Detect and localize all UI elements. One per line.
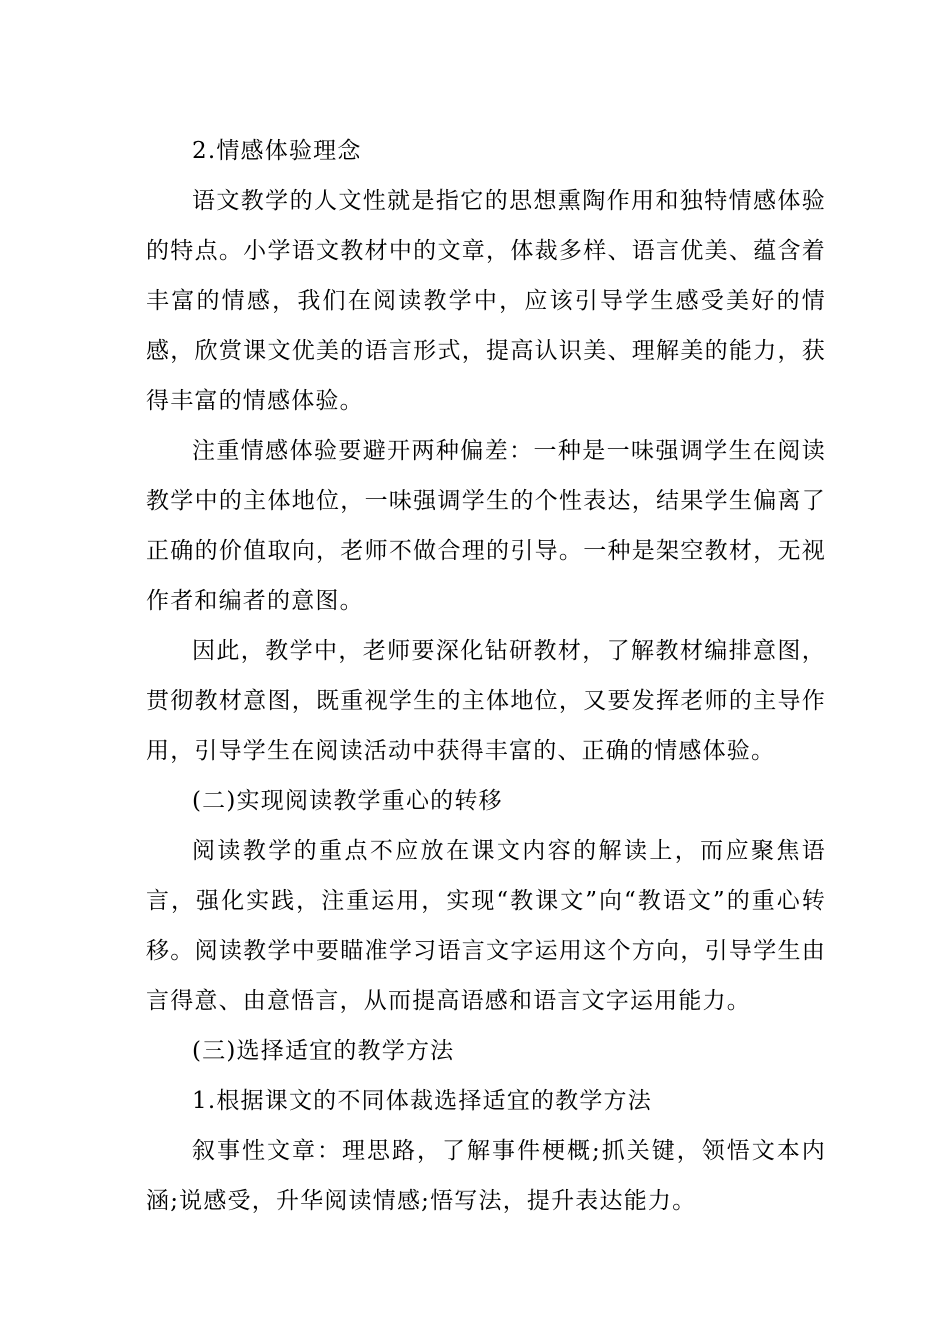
section-heading-teaching-methods: (三)选择适宜的教学方法	[192, 1038, 455, 1064]
section-heading-shift-focus: (二)实现阅读教学重心的转移	[192, 788, 503, 814]
subsection-heading-by-genre: 1.根据课文的不同体裁选择适宜的教学方法	[192, 1088, 652, 1114]
paragraph-avoid-deviations: 注重情感体验要避开两种偏差：一种是一味强调学生在阅读教学中的主体地位，一味强调学生的个性表达，结果学生偏离了正确的价值取向，老师不做合理的引导。一种是架空教材，无视作者和编者的意图。	[146, 438, 826, 614]
paragraph-reading-focus: 阅读教学的重点不应放在课文内容的解读上，而应聚焦语言，强化实践，注重运用，实现“教课文”向“教语文”的重心转移。阅读教学中要瞄准学习语言文字运用这个方向，引导学生由言得意、由意悟言，从而提高语感和语言文字运用能力。	[146, 838, 826, 1014]
paragraph-humanistic-nature: 语文教学的人文性就是指它的思想熏陶作用和独特情感体验的特点。小学语文教材中的文章，体裁多样、语言优美、蕴含着丰富的情感，我们在阅读教学中，应该引导学生感受美好的情感，欣赏课文优美的语言形式，提高认识美、理解美的能力，获得丰富的情感体验。	[146, 188, 826, 414]
document-body	[146, 126, 826, 1226]
section-heading-emotional-experience: 2.情感体验理念	[192, 138, 362, 164]
paragraph-narrative-texts: 叙事性文章：理思路，了解事件梗概;抓关键，领悟文本内涵;说感受，升华阅读情感;悟写法，提升表达能力。	[146, 1138, 826, 1214]
paragraph-therefore: 因此，教学中，老师要深化钻研教材，了解教材编排意图，贯彻教材意图，既重视学生的主体地位，又要发挥老师的主导作用，引导学生在阅读活动中获得丰富的、正确的情感体验。	[146, 638, 826, 764]
